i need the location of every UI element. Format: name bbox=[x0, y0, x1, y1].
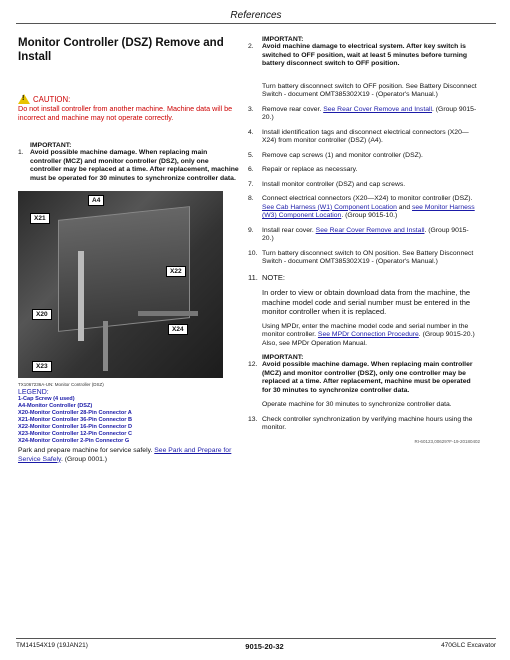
park-link[interactable]: See Park and Prepare for Service Safely bbox=[18, 447, 232, 463]
step-number: 3. bbox=[248, 105, 254, 113]
rear-cover-link[interactable]: See Rear Cover Remove and Install bbox=[315, 226, 425, 234]
mpdr-link[interactable]: See MPDr Connection Procedure bbox=[317, 331, 419, 338]
legend-item: 1-Cap Screw (4 used) bbox=[18, 396, 75, 402]
note-label: NOTE: bbox=[262, 272, 285, 282]
park-tail: . (Group 0001.) bbox=[60, 455, 108, 463]
harness-shape bbox=[138, 311, 198, 316]
step-12 bbox=[248, 361, 480, 395]
step-number: 4. bbox=[248, 128, 254, 136]
step-3-text: Remove rear cover. bbox=[262, 105, 322, 113]
left-column bbox=[18, 36, 240, 466]
harness-shape bbox=[78, 251, 84, 341]
page-footer bbox=[16, 638, 496, 651]
step-12-body: Operate machine for 30 minutes to synchronize controller data. bbox=[262, 401, 452, 408]
step-number: 11. bbox=[248, 272, 258, 282]
step-6 bbox=[248, 166, 480, 175]
callout-x24: X24 bbox=[168, 324, 188, 335]
document-reference: RI-60123,00629?F-19-20180402 bbox=[414, 438, 480, 444]
step-13 bbox=[248, 416, 480, 433]
footer-machine-model: 470GLC Excavator bbox=[441, 642, 496, 649]
mpdr-instruction bbox=[262, 323, 480, 349]
photo-caption: TX1067236A-UN: Monitor Controller (DSZ) bbox=[18, 382, 104, 387]
step-8 bbox=[248, 195, 480, 221]
step-number: 9. bbox=[248, 226, 254, 234]
callout-x21: X21 bbox=[30, 213, 50, 224]
callout-x20: X20 bbox=[32, 309, 52, 320]
park-instruction bbox=[18, 447, 240, 464]
step-11 bbox=[248, 273, 480, 283]
monitor-harness-link[interactable]: see Monitor Harness (W3) Component Location bbox=[262, 203, 475, 219]
important-label: IMPORTANT: bbox=[262, 354, 304, 361]
step-number: 12. bbox=[248, 361, 258, 368]
page-header: References bbox=[16, 10, 496, 24]
step-number: 8. bbox=[248, 195, 254, 202]
step-text: Install identification tags and disconnect electrical connectors (X20—X24) from monitor controller (DSZ) (A4). bbox=[262, 128, 469, 144]
important-label: IMPORTANT: bbox=[262, 36, 304, 43]
legend-item: X22-Monitor Controller 16-Pin Connector D bbox=[18, 424, 133, 430]
legend-item: X20-Monitor Controller 28-Pin Connector A bbox=[18, 410, 132, 416]
step-9 bbox=[248, 227, 480, 244]
monitor-controller-photo bbox=[18, 191, 223, 378]
step-text: Turn battery disconnect switch to ON position. See Battery Disconnect Switch - document OMT385302X19 - (Operator's Manual.) bbox=[262, 249, 474, 265]
step-2 bbox=[248, 43, 480, 69]
legend-item: X21-Monitor Controller 36-Pin Connector B bbox=[18, 417, 133, 423]
step-5 bbox=[248, 152, 480, 161]
footer-page-number: 9015-20-32 bbox=[245, 642, 284, 651]
step-10 bbox=[248, 250, 480, 267]
step-number: 10. bbox=[248, 249, 258, 257]
step-9-text: Install rear cover. bbox=[262, 226, 314, 234]
legend-title: LEGEND: bbox=[18, 389, 49, 396]
legend-item: A4-Monitor Controller (DSZ) bbox=[18, 403, 93, 409]
footer-manual-id: TM14154X19 (19JAN21) bbox=[16, 642, 88, 649]
callout-x22: X22 bbox=[166, 266, 186, 277]
park-text: Park and prepare machine for service safely. bbox=[18, 447, 153, 454]
important-label: IMPORTANT: bbox=[30, 142, 72, 149]
step-number: 13. bbox=[248, 415, 258, 423]
mpdr-text: Using MPDr, enter the machine model code and serial number in the monitor controller. bbox=[262, 322, 469, 338]
step-text: Repair or replace as necessary. bbox=[262, 166, 358, 173]
step-number: 5. bbox=[248, 151, 254, 159]
step-8-text: Connect electrical connectors (X20—X24) to monitor controller (DSZ). bbox=[262, 195, 473, 202]
important-item-1 bbox=[18, 149, 240, 183]
step-2-body: Turn battery disconnect switch to OFF position. See Battery Disconnect Switch - document OMT385302X19 - (Operator's Manual.) bbox=[262, 82, 477, 98]
note-body: In order to view or obtain download data from the machine, the machine model code and serial number must be entered in the monitor controller when it is replaced. bbox=[262, 288, 471, 316]
step-7 bbox=[248, 181, 480, 190]
caution-heading bbox=[18, 94, 240, 104]
step-text bbox=[262, 227, 480, 244]
item-number: 1. bbox=[18, 149, 24, 156]
step-text bbox=[262, 195, 480, 221]
page-title: Monitor Controller (DSZ) Remove and Install bbox=[18, 37, 224, 63]
step-3 bbox=[248, 106, 480, 123]
step-8-mid: and bbox=[398, 203, 411, 211]
cab-harness-link[interactable]: See Cab Harness (W1) Component Location bbox=[262, 203, 397, 211]
step-2-warning: Avoid machine damage to electrical system. After key switch is switched to OFF position, wait at least 5 minutes before turning battery disconnect switch to OFF position. bbox=[262, 43, 468, 67]
step-text: Remove cap screws (1) and monitor controller (DSZ). bbox=[262, 151, 423, 159]
harness-shape bbox=[103, 321, 108, 371]
step-9-tail: . (Group 9015-20.) bbox=[262, 226, 469, 242]
step-number: 7. bbox=[248, 180, 254, 188]
step-number: 6. bbox=[248, 166, 254, 173]
step-3-tail: . (Group 9015-20.) bbox=[262, 105, 477, 121]
legend-item: X24-Monitor Controller 2-Pin Connector G bbox=[18, 438, 130, 444]
right-column bbox=[248, 36, 480, 444]
step-text: Check controller synchronization by verifying machine hours using the monitor. bbox=[262, 415, 473, 431]
legend-list bbox=[18, 396, 240, 445]
callout-a4: A4 bbox=[88, 195, 104, 206]
step-text bbox=[262, 106, 480, 123]
important-text: Avoid possible machine damage. When replacing main controller (MCZ) and monitor controller (DSZ), only one controller may be replaced at a time. After replacement, machine must be operated for 30 minutes to synchronize controller data. bbox=[30, 149, 239, 182]
step-8-tail: . (Group 9015-10.) bbox=[341, 212, 398, 219]
warning-triangle-icon: ! bbox=[18, 94, 30, 104]
mpdr-tail: . (Group 9015-20.) Also, see MPDr Operation Manual. bbox=[262, 331, 475, 347]
step-4 bbox=[248, 129, 480, 146]
step-number: 2. bbox=[248, 43, 254, 50]
caution-text: Do not install controller from another machine. Machine data will be incorrect and machine may not operate correctly. bbox=[18, 104, 233, 122]
step-12-warning: Avoid possible machine damage. When replacing main controller (MCZ) and monitor controller (DSZ), only one controller may be replaced at a time. After replacement, machine must be operated for 30 minutes to synchronize controller data. bbox=[262, 361, 473, 394]
legend-item: X23-Monitor Controller 12-Pin Connector C bbox=[18, 431, 133, 437]
callout-x23: X23 bbox=[32, 361, 52, 372]
step-text: Install monitor controller (DSZ) and cap screws. bbox=[262, 180, 406, 188]
rear-cover-link[interactable]: See Rear Cover Remove and Install bbox=[323, 105, 433, 113]
caution-label: CAUTION: bbox=[33, 94, 71, 104]
